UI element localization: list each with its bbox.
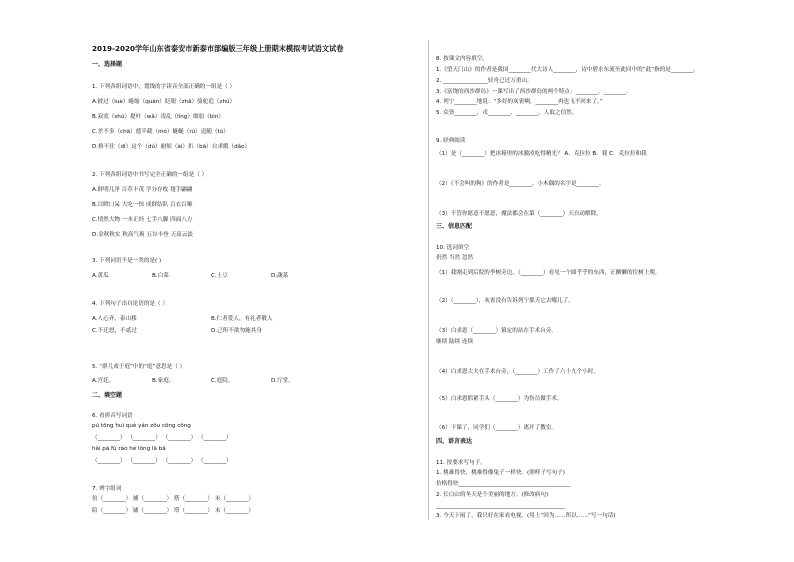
- left-line: A.宫廷。: [92, 378, 115, 384]
- right-line: 11. 按要求写句子。: [436, 460, 486, 466]
- right-line: （3）白求恩（________）镇定的站在手术台旁。: [436, 328, 558, 334]
- left-line: 4. 下列句子出自论语的是（ ）: [92, 301, 169, 307]
- right-line: 9. 经典阅读: [436, 138, 466, 144]
- right-line: ______________________________________________: [436, 503, 565, 509]
- left-line: D.厅堂。: [271, 378, 294, 384]
- left-line: C.差不多（chā）德半截（mó）蜒蜒（rú）追随（tú）: [92, 129, 229, 135]
- left-line: 3. 下列词语不是一类的是( ): [92, 258, 162, 264]
- left-line: 2. 下列各组词语中书写完全正确的一组是（ ）: [92, 172, 208, 178]
- left-line: D.己所不欲勿施其身: [211, 328, 262, 334]
- left-line: B.白菜: [152, 273, 169, 279]
- left-line: C.情然大物 一本正经 七手八脚 四面八方: [92, 217, 193, 223]
- left-line: 7. 辨字组词: [92, 486, 122, 492]
- left-line: hài pà fù rào hé lǒng lā bā: [92, 446, 166, 452]
- right-line: 3.《富饶的西沙群岛》一课写出了西沙群岛的两个特点：________，________。: [436, 89, 632, 95]
- right-line: 1.《望天门山》的作者是我国________代大诗人________，诗中碧水东流至此回中的“此”指的是________。: [436, 67, 699, 73]
- left-line: C.不迁怒，不贰过: [92, 328, 137, 334]
- exam-title: 2019-2020学年山东省泰安市新泰市部编版三年级上册期末模拟考试语文试卷: [92, 44, 344, 53]
- left-line: C.土豆: [211, 273, 228, 279]
- left-line: A.群明几净 百草丰茂 学分存枚 翅手翩翩: [92, 187, 193, 193]
- left-line: A.黄瓜: [92, 273, 109, 279]
- right-line: 3. 今天下雨了，我只好在家看电视。(用上“因为……所以……”写一句话): [436, 513, 616, 519]
- left-line: D.蔬菜: [271, 273, 289, 279]
- left-line: 倍（________） 捕（________） 搭（________） 末（________）: [92, 496, 254, 502]
- right-line: 2. ________________轻舟已过万重山。: [436, 78, 533, 84]
- right-line: 4. 列宁________地说：“多好的灰雀啊，________再也飞不回来了。”: [436, 99, 603, 105]
- right-line: 5. 众皆________，戎________，________，人取之信然。: [436, 110, 578, 116]
- right-line: 继续 陆续 连续: [436, 339, 474, 345]
- left-line: A.人心齐，泰山移: [92, 316, 137, 322]
- left-line: （________） （________） （________） （________）: [92, 435, 232, 441]
- column-divider: [428, 40, 429, 520]
- left-line: pú tōng huì què yán zōu cōng cōng: [92, 423, 191, 429]
- left-line: C.庭院。: [211, 378, 234, 384]
- left-line: B.寂寞（shú）提叶（wǎ）凌乱（líng）细弱（bìn）: [92, 114, 224, 120]
- right-line: （1）我刚走到后院的李树旁边，（________）看见一个圆乎乎的东西，正撅懒的往树上爬。: [436, 270, 661, 276]
- left-line: D.金秋秋实 秋高气爽 五谷丰登 天高云淡: [92, 232, 193, 238]
- right-line: （6）下课了，同学们（________）离开了教室。: [436, 425, 558, 431]
- right-line: 2. 长白山的冬天是个美丽的地方。(修改病句): [436, 492, 549, 498]
- right-line: （2）《不会叫的狗》的作者是________，小木偶的名字是________。: [436, 181, 605, 187]
- left-line: 陪（________） 铺（________） 塔（________） 未（________）: [92, 508, 254, 514]
- right-line: 10. 选词填空: [436, 245, 470, 251]
- left-line: 6. 看拼音写词语: [92, 413, 133, 419]
- left-line: （________） （________） （________） （________）: [92, 458, 232, 464]
- right-line: 三、信息匹配: [436, 223, 473, 230]
- left-line: B.家庭。: [152, 378, 175, 384]
- right-line: 四、语言表达: [436, 438, 473, 445]
- right-line: （1）是（________）把冰箱里的冰激凌吃得精光？ A．克拉拉 B．我 C．克拉拉和我: [436, 151, 647, 157]
- left-line: 一、选择题: [92, 61, 123, 68]
- right-line: （4）白求恩大夫在手术台旁，（________）工作了六十九个小时。: [436, 369, 599, 375]
- left-line: B.仁者爱人，有礼者敬人: [211, 316, 273, 322]
- right-line: 8. 按课文内容填空。: [436, 56, 488, 62]
- right-line: 1. 桃难得快，桃难得像兔子一样快。(照样子写句子): [436, 470, 565, 476]
- right-line: 仿格得快________________________________________: [436, 481, 571, 487]
- left-line: 1. 下列各组词语中，划线的字读音全部正确的一组是（ ）: [92, 84, 236, 90]
- right-line: （5）白求恩抓紧手头（________）为伤员做手术。: [436, 396, 563, 402]
- right-line: 仍然 当然 忽然: [436, 255, 474, 261]
- right-line: （3）不管你愿意不愿意，魔法都会在第（________）天自动解除。: [436, 211, 602, 217]
- left-line: A.披过（luè）蜷缩（quán）眨眼（zhǎ）骆驼追（zhú）: [92, 99, 236, 105]
- left-line: D.格不住（dí）这个（dú）耐烦（ài）扒（bā）自求暇（dǎo）: [92, 144, 251, 150]
- left-line: 5. “群儿戏于庭”中的“庭”意思是（ ）: [92, 364, 186, 370]
- left-line: B.目瞪口呆 大吃一惊 成群结队 百衣百顺: [92, 202, 193, 208]
- right-line: （2）（________），灰雀没有告诉列宁那天它去哪儿了。: [436, 298, 574, 304]
- left-line: 二、填空题: [92, 392, 123, 399]
